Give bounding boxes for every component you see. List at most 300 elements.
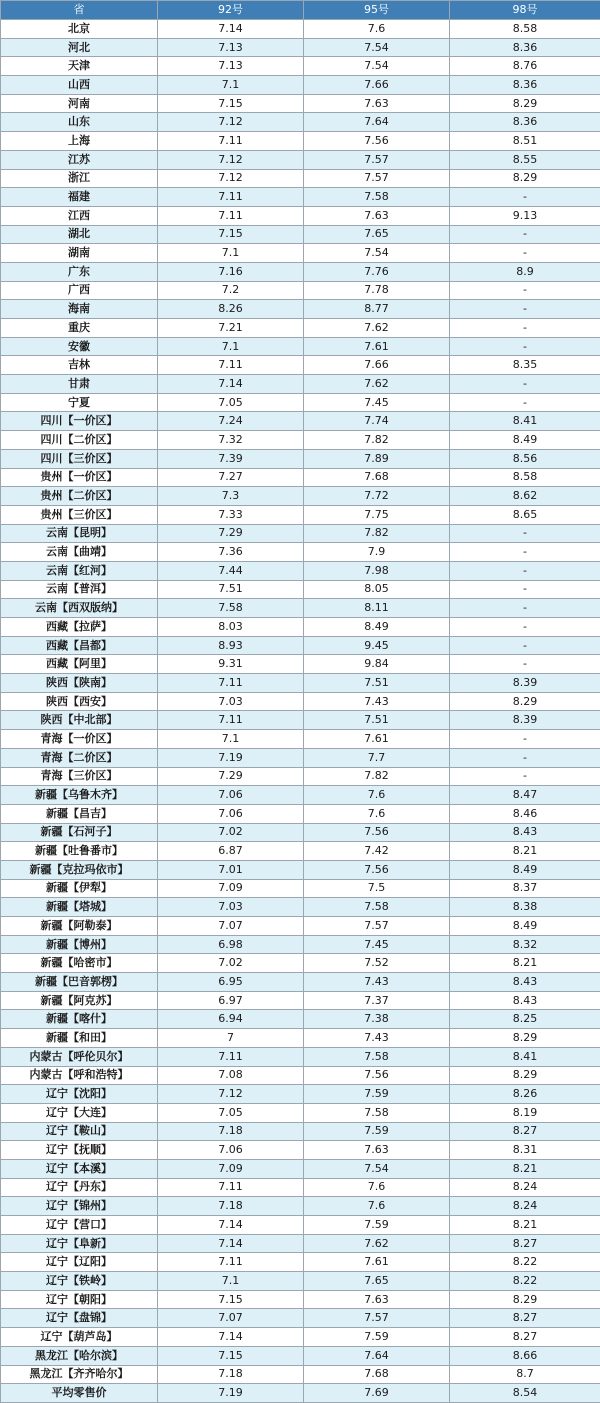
cell-92: 7.02 [158,823,304,842]
cell-95: 7.6 [304,20,450,39]
cell-92: 7.11 [158,711,304,730]
cell-95: 7.43 [304,1029,450,1048]
cell-92: 6.95 [158,973,304,992]
cell-92: 8.26 [158,300,304,319]
cell-98: 8.49 [450,917,600,936]
cell-province: 辽宁【朝阳】 [1,1290,158,1309]
cell-92: 7.39 [158,449,304,468]
cell-92: 7.13 [158,38,304,57]
cell-92: 7.14 [158,1328,304,1347]
table-row [1,674,600,693]
table-row [1,38,600,57]
table-row [1,1197,600,1216]
cell-98: - [450,281,600,300]
cell-92: 7.21 [158,319,304,338]
cell-92: 8.93 [158,636,304,655]
cell-95: 7.45 [304,935,450,954]
table-row [1,655,600,674]
table-row [1,1365,600,1384]
cell-98: - [450,561,600,580]
cell-98: - [450,524,600,543]
cell-98: - [450,337,600,356]
cell-province: 北京 [1,20,158,39]
cell-98: - [450,748,600,767]
cell-province: 湖北 [1,225,158,244]
cell-92: 7.06 [158,786,304,805]
cell-95: 7.98 [304,561,450,580]
cell-province: 辽宁【营口】 [1,1216,158,1235]
cell-98: 8.32 [450,935,600,954]
cell-95: 9.45 [304,636,450,655]
cell-95: 7.58 [304,898,450,917]
cell-province: 广东 [1,262,158,281]
table-row [1,748,600,767]
cell-92: 7.01 [158,860,304,879]
cell-98: 8.66 [450,1346,600,1365]
cell-92: 7.05 [158,393,304,412]
table-row [1,57,600,76]
table-row [1,188,600,207]
table-row [1,991,600,1010]
cell-95: 7.6 [304,786,450,805]
cell-province: 广西 [1,281,158,300]
table-row [1,169,600,188]
cell-92: 6.87 [158,842,304,861]
cell-province: 新疆【昌吉】 [1,804,158,823]
table-row [1,393,600,412]
cell-98: 8.25 [450,1010,600,1029]
cell-92: 7.1 [158,1272,304,1291]
cell-92: 7.15 [158,225,304,244]
cell-95: 7.59 [304,1122,450,1141]
header-row [1,1,600,20]
cell-98: 8.35 [450,356,600,375]
table-row [1,412,600,431]
cell-98: 8.21 [450,842,600,861]
cell-95: 7.63 [304,1141,450,1160]
cell-92: 7.27 [158,468,304,487]
cell-province: 山东 [1,113,158,132]
cell-92: 7.14 [158,375,304,394]
cell-province: 新疆【博州】 [1,935,158,954]
cell-92: 7.44 [158,561,304,580]
table-row [1,319,600,338]
cell-95: 7.56 [304,860,450,879]
cell-province: 四川【二价区】 [1,431,158,450]
cell-92: 7.2 [158,281,304,300]
cell-95: 7.54 [304,57,450,76]
cell-92: 7.19 [158,748,304,767]
cell-province: 新疆【哈密市】 [1,954,158,973]
cell-province: 辽宁【阜新】 [1,1234,158,1253]
cell-98: 8.19 [450,1103,600,1122]
cell-95: 7.61 [304,1253,450,1272]
cell-92: 7.12 [158,1085,304,1104]
cell-95: 7.72 [304,487,450,506]
cell-98: - [450,599,600,618]
table-row [1,524,600,543]
cell-98: 8.26 [450,1085,600,1104]
cell-98: 8.29 [450,692,600,711]
cell-92: 7.12 [158,113,304,132]
cell-95: 8.77 [304,300,450,319]
table-row [1,1346,600,1365]
cell-98: 8.24 [450,1178,600,1197]
cell-92: 7.1 [158,244,304,263]
cell-95: 8.49 [304,618,450,637]
cell-province: 西藏【阿里】 [1,655,158,674]
cell-95: 7.54 [304,1159,450,1178]
cell-95: 7.6 [304,1197,450,1216]
cell-98: 8.47 [450,786,600,805]
cell-92: 7.3 [158,487,304,506]
table-row [1,917,600,936]
cell-92: 7.06 [158,1141,304,1160]
cell-92: 7.08 [158,1066,304,1085]
cell-98: 8.29 [450,94,600,113]
cell-98: 8.39 [450,674,600,693]
cell-98: 8.22 [450,1253,600,1272]
cell-95: 7.5 [304,879,450,898]
cell-95: 7.43 [304,973,450,992]
cell-province: 江西 [1,206,158,225]
cell-95: 7.76 [304,262,450,281]
cell-95: 7.43 [304,692,450,711]
table-row [1,76,600,95]
cell-95: 7.6 [304,1178,450,1197]
table-row [1,1029,600,1048]
cell-95: 7.59 [304,1085,450,1104]
cell-province: 吉林 [1,356,158,375]
table-row [1,1309,600,1328]
cell-98: 8.58 [450,20,600,39]
cell-95: 7.62 [304,375,450,394]
cell-province: 贵州【三价区】 [1,505,158,524]
table-row [1,879,600,898]
cell-province: 辽宁【锦州】 [1,1197,158,1216]
table-row [1,1178,600,1197]
table-row [1,1384,600,1403]
cell-92: 7.58 [158,599,304,618]
table-header [1,1,600,20]
cell-95: 7.68 [304,1365,450,1384]
table-row [1,618,600,637]
cell-province: 新疆【巴音郭楞】 [1,973,158,992]
cell-province: 陕西【西安】 [1,692,158,711]
cell-95: 7.82 [304,431,450,450]
cell-province: 天津 [1,57,158,76]
cell-92: 7.11 [158,206,304,225]
cell-province: 湖南 [1,244,158,263]
cell-92: 7.18 [158,1122,304,1141]
table-row [1,1253,600,1272]
cell-92: 7.18 [158,1365,304,1384]
cell-92: 7.02 [158,954,304,973]
cell-province: 新疆【阿勒泰】 [1,917,158,936]
cell-98: 8.46 [450,804,600,823]
cell-98: - [450,319,600,338]
header-92: 92号 [158,1,304,20]
table-row [1,431,600,450]
cell-98: 9.13 [450,206,600,225]
header-province: 省 [1,1,158,20]
cell-92: 7.14 [158,20,304,39]
cell-province: 辽宁【大连】 [1,1103,158,1122]
cell-92: 7.05 [158,1103,304,1122]
cell-province: 西藏【昌都】 [1,636,158,655]
cell-95: 7.57 [304,169,450,188]
cell-province: 宁夏 [1,393,158,412]
cell-95: 7.69 [304,1384,450,1403]
cell-98: - [450,543,600,562]
cell-95: 8.11 [304,599,450,618]
cell-95: 7.74 [304,412,450,431]
cell-province: 海南 [1,300,158,319]
cell-98: 8.58 [450,468,600,487]
cell-98: 8.24 [450,1197,600,1216]
cell-92: 8.03 [158,618,304,637]
cell-92: 7.13 [158,57,304,76]
cell-98: 8.41 [450,412,600,431]
cell-92: 7.1 [158,337,304,356]
cell-province: 云南【红河】 [1,561,158,580]
cell-95: 7.64 [304,1346,450,1365]
cell-province: 河北 [1,38,158,57]
cell-95: 7.89 [304,449,450,468]
cell-province: 贵州【二价区】 [1,487,158,506]
cell-98: 8.43 [450,991,600,1010]
cell-92: 7.1 [158,730,304,749]
cell-95: 7.64 [304,113,450,132]
cell-92: 6.94 [158,1010,304,1029]
cell-95: 7.78 [304,281,450,300]
cell-95: 7.54 [304,244,450,263]
cell-province: 云南【普洱】 [1,580,158,599]
cell-92: 7.12 [158,169,304,188]
cell-92: 7.12 [158,150,304,169]
cell-province: 河南 [1,94,158,113]
cell-98: 8.56 [450,449,600,468]
cell-92: 7.11 [158,188,304,207]
table-row [1,1216,600,1235]
cell-98: - [450,375,600,394]
cell-95: 7.52 [304,954,450,973]
cell-province: 辽宁【辽阳】 [1,1253,158,1272]
cell-98: 8.43 [450,973,600,992]
cell-98: 8.62 [450,487,600,506]
cell-98: - [450,225,600,244]
cell-95: 7.61 [304,730,450,749]
table-row [1,1290,600,1309]
cell-92: 7.09 [158,1159,304,1178]
cell-95: 7.63 [304,206,450,225]
cell-province: 新疆【塔城】 [1,898,158,917]
cell-92: 7.51 [158,580,304,599]
cell-province: 上海 [1,132,158,151]
cell-98: 8.29 [450,1290,600,1309]
cell-98: 8.29 [450,1066,600,1085]
table-row [1,505,600,524]
cell-province: 西藏【拉萨】 [1,618,158,637]
cell-92: 9.31 [158,655,304,674]
cell-98: 8.39 [450,711,600,730]
cell-95: 7.58 [304,1047,450,1066]
cell-province: 新疆【乌鲁木齐】 [1,786,158,805]
table-row [1,1010,600,1029]
cell-98: - [450,188,600,207]
cell-province: 新疆【吐鲁番市】 [1,842,158,861]
cell-98: 8.21 [450,954,600,973]
cell-98: 8.27 [450,1309,600,1328]
table-body [1,20,600,1403]
cell-92: 7.14 [158,1234,304,1253]
cell-province: 四川【三价区】 [1,449,158,468]
cell-92: 6.97 [158,991,304,1010]
cell-98: 8.37 [450,879,600,898]
cell-province: 平均零售价 [1,1384,158,1403]
table-row [1,337,600,356]
table-row [1,561,600,580]
cell-98: - [450,580,600,599]
cell-98: 8.51 [450,132,600,151]
cell-95: 7.82 [304,524,450,543]
cell-95: 7.65 [304,1272,450,1291]
cell-95: 7.7 [304,748,450,767]
cell-98: 8.36 [450,38,600,57]
cell-province: 陕西【陕南】 [1,674,158,693]
cell-98: - [450,730,600,749]
cell-province: 新疆【阿克苏】 [1,991,158,1010]
cell-98: - [450,244,600,263]
table-row [1,580,600,599]
cell-province: 甘肃 [1,375,158,394]
cell-92: 7.29 [158,524,304,543]
cell-98: - [450,393,600,412]
cell-98: - [450,300,600,319]
cell-province: 黑龙江【齐齐哈尔】 [1,1365,158,1384]
cell-98: 8.7 [450,1365,600,1384]
table-row [1,1328,600,1347]
cell-province: 江苏 [1,150,158,169]
cell-92: 7.36 [158,543,304,562]
table-row [1,599,600,618]
table-row [1,356,600,375]
cell-98: 8.9 [450,262,600,281]
cell-92: 7.33 [158,505,304,524]
header-95: 95号 [304,1,450,20]
cell-95: 7.42 [304,842,450,861]
cell-95: 7.38 [304,1010,450,1029]
table-row [1,1085,600,1104]
cell-province: 青海【一价区】 [1,730,158,749]
cell-95: 7.65 [304,225,450,244]
cell-province: 内蒙古【呼和浩特】 [1,1066,158,1085]
cell-province: 青海【三价区】 [1,767,158,786]
cell-92: 7.18 [158,1197,304,1216]
cell-98: 8.54 [450,1384,600,1403]
table-row [1,730,600,749]
cell-95: 7.61 [304,337,450,356]
table-row [1,973,600,992]
table-row [1,842,600,861]
cell-98: 8.38 [450,898,600,917]
cell-92: 7.15 [158,1290,304,1309]
cell-98: 8.27 [450,1122,600,1141]
cell-province: 重庆 [1,319,158,338]
table-row [1,767,600,786]
cell-95: 7.68 [304,468,450,487]
cell-98: 8.27 [450,1234,600,1253]
cell-98: 8.29 [450,1029,600,1048]
cell-98: 8.36 [450,76,600,95]
cell-92: 7.11 [158,674,304,693]
table-row [1,636,600,655]
cell-98: 8.76 [450,57,600,76]
table-row [1,1141,600,1160]
cell-95: 7.62 [304,319,450,338]
table-row [1,1066,600,1085]
cell-95: 7.82 [304,767,450,786]
cell-95: 7.59 [304,1216,450,1235]
cell-province: 新疆【石河子】 [1,823,158,842]
cell-province: 安徽 [1,337,158,356]
cell-92: 7.11 [158,132,304,151]
cell-95: 7.63 [304,94,450,113]
cell-95: 7.56 [304,823,450,842]
cell-95: 7.9 [304,543,450,562]
cell-92: 7.15 [158,94,304,113]
table-row [1,206,600,225]
table-row [1,487,600,506]
cell-98: 8.49 [450,431,600,450]
cell-province: 浙江 [1,169,158,188]
cell-92: 7.11 [158,1047,304,1066]
cell-95: 7.57 [304,150,450,169]
cell-95: 7.59 [304,1328,450,1347]
table-row [1,262,600,281]
table-row [1,543,600,562]
table-row [1,281,600,300]
table-row [1,1122,600,1141]
cell-92: 7.11 [158,356,304,375]
header-98: 98号 [450,1,600,20]
table-row [1,1047,600,1066]
cell-province: 辽宁【丹东】 [1,1178,158,1197]
cell-province: 青海【二价区】 [1,748,158,767]
cell-95: 7.57 [304,1309,450,1328]
table-row [1,244,600,263]
cell-98: - [450,655,600,674]
cell-98: 8.21 [450,1216,600,1235]
cell-92: 6.98 [158,935,304,954]
table-row [1,935,600,954]
cell-province: 山西 [1,76,158,95]
cell-98: 8.65 [450,505,600,524]
cell-95: 7.51 [304,711,450,730]
cell-92: 7.14 [158,1216,304,1235]
cell-province: 云南【曲靖】 [1,543,158,562]
cell-98: - [450,618,600,637]
table-row [1,954,600,973]
cell-92: 7.16 [158,262,304,281]
cell-98: 8.55 [450,150,600,169]
cell-92: 7.06 [158,804,304,823]
cell-98: 8.31 [450,1141,600,1160]
cell-98: - [450,636,600,655]
cell-province: 福建 [1,188,158,207]
cell-province: 辽宁【抚顺】 [1,1141,158,1160]
cell-92: 7.07 [158,1309,304,1328]
